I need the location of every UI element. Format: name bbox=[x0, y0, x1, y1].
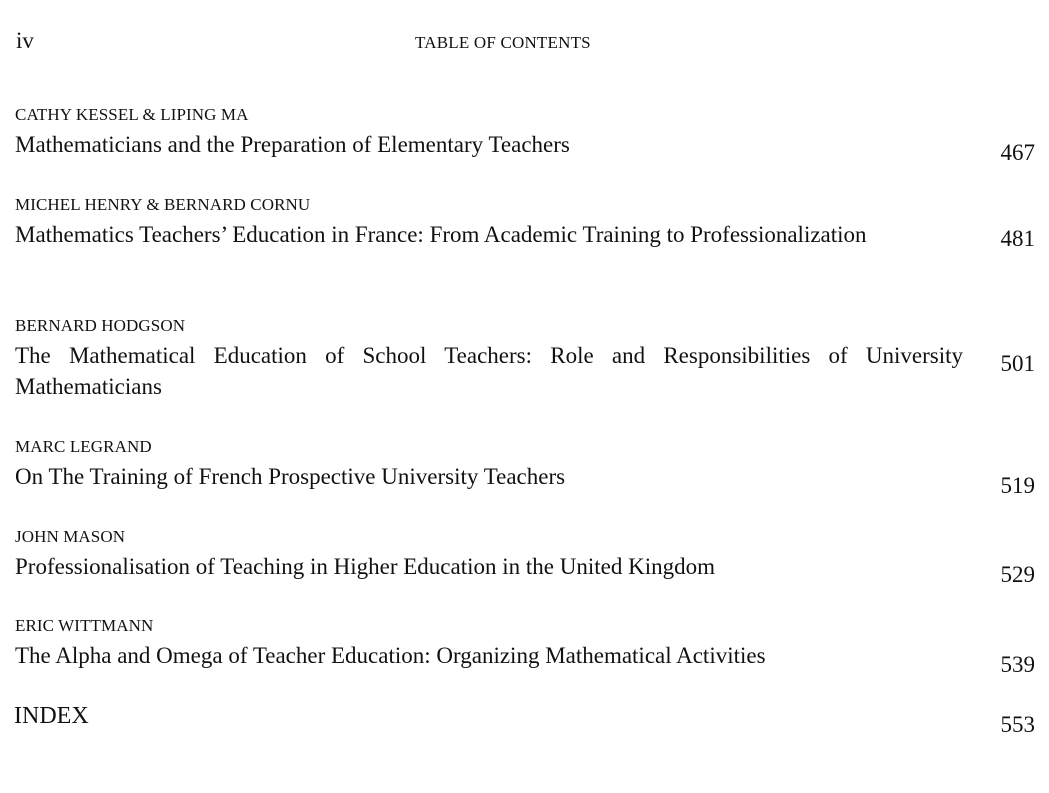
entry-title: Mathematics Teachers’ Education in France: From Academic Training to Professionalization bbox=[15, 222, 867, 247]
entry-title: Professionalisation of Teaching in Higher Education in the United Kingdom bbox=[15, 554, 715, 579]
entry-page: 539 bbox=[1000, 652, 1035, 677]
entry-page: 529 bbox=[1000, 562, 1035, 587]
entry-authors: MICHEL HENRY & BERNARD CORNU bbox=[15, 195, 311, 214]
toc-entry bbox=[15, 105, 1035, 165]
toc-entry bbox=[15, 437, 1035, 498]
entry-page: 519 bbox=[1000, 473, 1035, 498]
entry-authors: ERIC WITTMANN bbox=[15, 616, 154, 635]
entry-page: 481 bbox=[1000, 226, 1035, 251]
toc-entry bbox=[15, 195, 1035, 251]
entry-title: Mathematicians and the Preparation of Elementary Teachers bbox=[15, 132, 570, 157]
entry-authors: CATHY KESSEL & LIPING MA bbox=[15, 105, 249, 124]
running-head: TABLE OF CONTENTS bbox=[415, 33, 591, 52]
entry-authors: JOHN MASON bbox=[15, 527, 126, 546]
entry-title: The Mathematical Education of School Teachers: Role and Responsibilities of University Mathematicians bbox=[15, 343, 963, 399]
toc-entry bbox=[15, 616, 1035, 677]
entry-authors: BERNARD HODGSON bbox=[15, 316, 186, 335]
toc-entry bbox=[15, 316, 1035, 399]
index-label: INDEX bbox=[14, 703, 89, 729]
toc-entry bbox=[15, 527, 1035, 587]
entry-page: 467 bbox=[1000, 140, 1035, 165]
entry-authors: MARC LEGRAND bbox=[15, 437, 152, 456]
entry-title: On The Training of French Prospective University Teachers bbox=[15, 464, 566, 489]
entry-title: The Alpha and Omega of Teacher Education: Organizing Mathematical Activities bbox=[15, 643, 766, 668]
index-page: 553 bbox=[1000, 712, 1035, 737]
page-number-roman: iv bbox=[16, 28, 34, 53]
entry-page: 501 bbox=[1000, 351, 1035, 376]
